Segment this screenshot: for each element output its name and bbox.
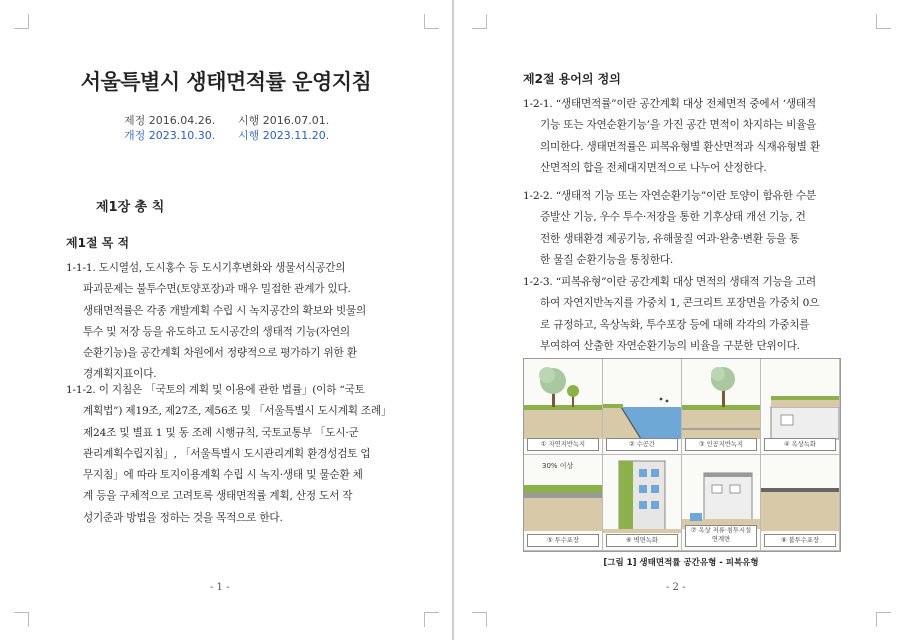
enacted-effective-date: 시행 2016.07.01. — [238, 114, 330, 127]
figure-cell-label: ④ 옥상녹화 — [764, 438, 836, 451]
crop-mark — [876, 612, 891, 627]
text-line: 파괴문제는 불투수면(토양포장)과 매우 밀접한 관계가 있다. — [83, 283, 351, 296]
figure-cell-label: ① 자연지반녹지 — [527, 438, 599, 451]
crop-mark — [424, 612, 439, 627]
figure-cell-label: ⑤ 투수포장 — [527, 534, 599, 547]
figure-cell-rooftop-green — [761, 359, 840, 455]
text-line: 성기준과 방법을 정하는 것을 목적으로 한다. — [83, 511, 283, 524]
paragraph-1-2-2 — [523, 186, 816, 271]
crop-mark — [876, 14, 891, 29]
text-line: 투수 및 저장 등을 유도하고 도시공간의 생태적 기능(자연의 — [83, 325, 350, 338]
figure-cell-label-line: 연계면 — [711, 536, 731, 543]
figure-cell-label-line: ⑦ 옥상 저류·침투시설 — [690, 527, 752, 534]
figure-cell-water-space — [603, 359, 682, 455]
text-line: 전한 생태환경 제공기능, 유해물질 여과·완충·변환 등을 통 — [540, 232, 800, 245]
text-line: 하여 자연지반녹지를 가중치 1, 콘크리트 포장면을 가중치 0으 — [540, 297, 820, 310]
text-line: 순환기능)을 공간계획 차원에서 정량적으로 평가하기 위한 환 — [83, 347, 357, 360]
text-line: 증발산 기능, 우수 투수·저장을 통한 기후상태 개선 기능, 건 — [540, 211, 806, 224]
figure-caption: [그림 1] 생태면적률 공간유형 - 피복유형 — [603, 558, 759, 568]
revised-date: 개정 2023.10.30. — [124, 129, 216, 142]
paragraph-1-2-1 — [523, 94, 820, 179]
crop-mark — [472, 14, 487, 29]
figure-cell-label: ③ 인공지반녹지 — [685, 438, 757, 451]
text-line: 로 규정하고, 옥상녹화, 투수포장 등에 대해 각각의 가중치를 — [540, 318, 810, 331]
figure-cell-impermeable-pavement — [761, 455, 840, 551]
figure-cell-permeable-pavement — [524, 455, 603, 551]
figure-cell-wall-green — [603, 455, 682, 551]
crop-mark — [472, 612, 487, 627]
figure-cell-rooftop-storage — [682, 455, 761, 551]
text-line: 제24조 및 별표 1 및 동 조례 시행규칙, 국토교통부 「도시·군 — [83, 426, 359, 439]
paragraph-1-2-3 — [523, 272, 819, 357]
revised-effective-date: 시행 2023.11.20. — [238, 129, 330, 142]
text-line: 계획법”) 제19조, 제27조, 제56조 및 「서울특별시 도시계획 조례」 — [83, 405, 392, 418]
figure-cell-natural-ground-green — [524, 359, 603, 455]
chapter-heading: 제1장 총 칙 — [96, 200, 165, 215]
figure-inner-text: 30% 이상 — [542, 462, 574, 470]
enacted-date: 제정 2016.04.26. — [124, 114, 216, 127]
crop-mark — [424, 14, 439, 29]
cover-type-figure — [523, 358, 841, 552]
text-line: 무지침」에 따라 토지이용계획 수립 시 녹지·생태 및 물순환 체 — [83, 469, 363, 482]
text-line: 1-1-2. 이 지침은 「국토의 계획 및 이용에 관한 법률」(이하 “국토 — [66, 384, 365, 396]
text-line: 1-2-1. “생태면적률”이란 공간계획 대상 전체면적 중에서 ‘생태적 — [523, 98, 816, 110]
page-number-left: - 1 - — [210, 582, 230, 593]
document-title: 서울특별시 생태면적률 운영지침 — [80, 70, 372, 94]
paragraph-1-1-2 — [66, 380, 391, 529]
paragraph-1-1-1 — [66, 258, 366, 386]
text-line: 산면적의 합을 전체대지면적으로 나누어 산정한다. — [540, 161, 767, 174]
text-line: 1-2-2. “생태적 기능 또는 자연순환기능”이란 토양이 함유한 수분 — [523, 190, 816, 202]
text-line: 관리계획수립지침」, 「서울특별시 도시관리계획 환경성검토 업 — [83, 447, 371, 460]
figure-cell-artificial-ground-green — [682, 359, 761, 455]
figure-cell-label: ⑥ 벽면녹화 — [606, 534, 678, 547]
text-line: 한 물질 순환기능을 통칭한다. — [540, 253, 674, 266]
text-line: 의미한다. 생태면적률은 피복유형별 환산면적과 식재유형별 환 — [540, 140, 820, 153]
text-line: 기능 또는 자연순환기능’을 가진 공간 면적이 차지하는 비율을 — [540, 119, 817, 132]
page-number-right: - 2 - — [666, 582, 686, 593]
text-line: 계 등을 구체적으로 고려토록 생태면적률 계획, 산정 도서 작 — [83, 490, 353, 503]
section-heading: 제1절 목 적 — [66, 236, 130, 250]
text-line: 부여하여 산출한 자연순환기능의 비율을 구분한 단위이다. — [540, 339, 800, 352]
figure-cell-label: ② 수공간 — [606, 438, 678, 451]
figure-cell-label — [685, 525, 757, 547]
text-line: 생태면적률은 각종 개발계획 수립 시 녹지공간의 확보와 빗물의 — [83, 304, 367, 317]
crop-mark — [14, 612, 29, 627]
section-heading: 제2절 용어의 정의 — [523, 72, 621, 86]
crop-mark — [14, 14, 29, 29]
text-line: 경계획지표이다. — [83, 368, 157, 381]
text-line: 1-2-3. “피복유형”이란 공간계획 대상 면적의 생태적 기능을 고려 — [523, 276, 816, 288]
text-line: 1-1-1. 도시열섬, 도시홍수 등 도시기후변화와 생물서식공간의 — [66, 262, 346, 274]
figure-cell-label: ⑧ 불투수포장 — [764, 534, 836, 547]
